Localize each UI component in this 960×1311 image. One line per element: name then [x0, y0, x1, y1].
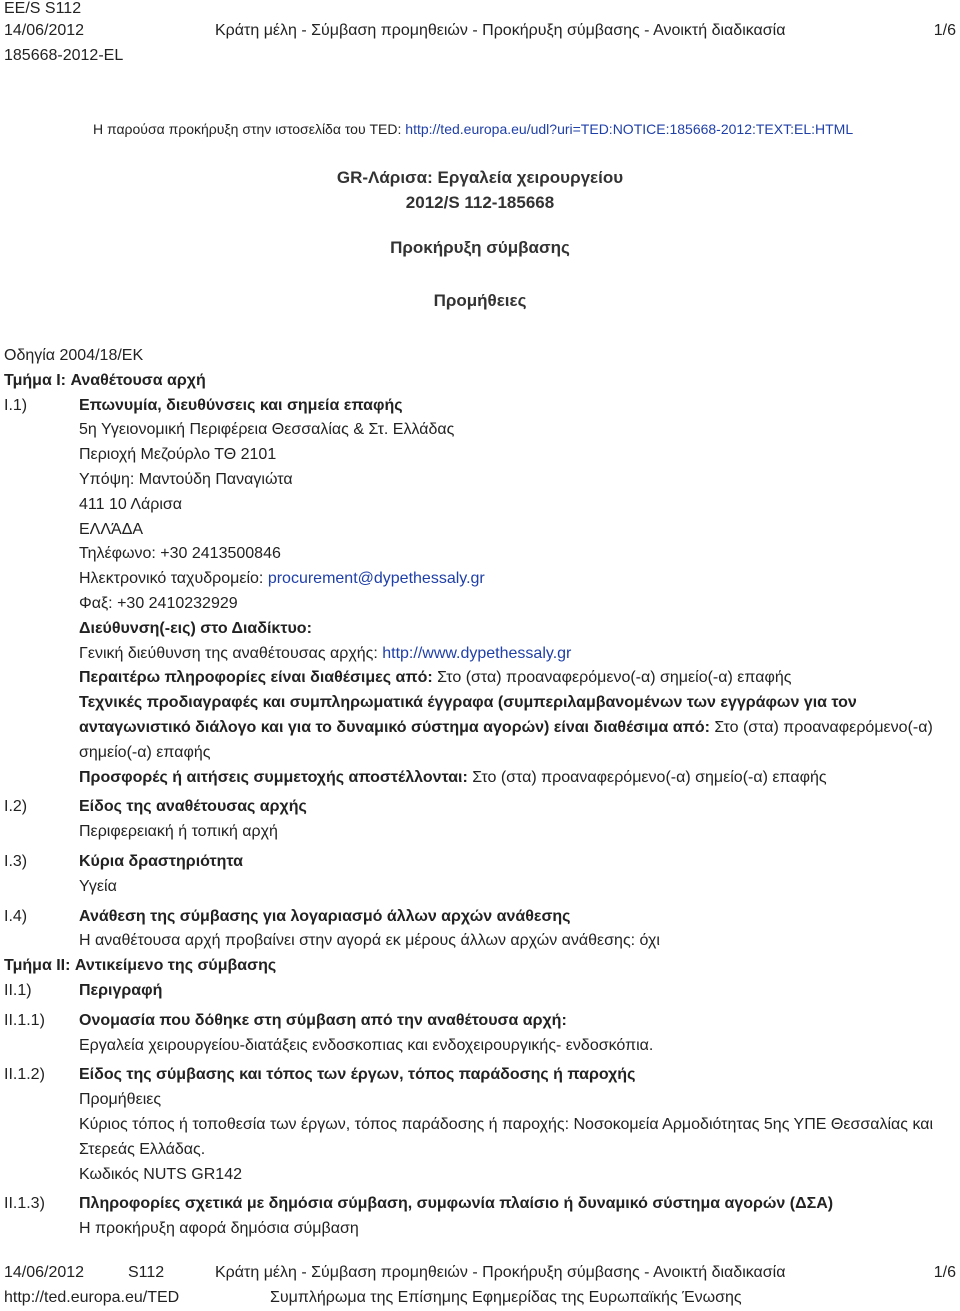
footer-supplement: Συμπλήρωμα της Επίσημης Εφημερίδας της Ευρωπαϊκής Ένωσης [270, 1289, 742, 1306]
offers-label: Προσφορές ή αιτήσεις συμμετοχής αποστέλλονται: [79, 768, 468, 786]
item-ii12-location: Κύριος τόπος ή τοποθεσία των έργων, τόπος παράδοσης ή παροχής: Νοσοκομεία Αρμοδιότητας 5ης ΥΠΕ Θεσσαλίας και Στερεάς Ελλάδας. [79, 1115, 934, 1158]
ted-notice-prefix: Η παρούσα προκήρυξη στην ιστοσελίδα του TED: [93, 121, 406, 137]
item-i4 [4, 905, 956, 955]
header-ref: 185668-2012-EL [4, 47, 124, 64]
item-i4-text: Η αναθέτουσα αρχή προβαίνει στην αγορά εκ μέρους άλλων αρχών ανάθεσης: όχι [79, 932, 660, 950]
item-ii12 [4, 1063, 956, 1187]
item-ii1-title: Περιγραφή [79, 981, 163, 999]
item-ii12-title: Είδος της σύμβασης και τόπος των έργων, τόπος παράδοσης ή παροχής [79, 1066, 636, 1084]
specifications-label: Τεχνικές προδιαγραφές και συμπληρωματικά έγγραφα (συμπεριλαμβανομένων των εγγράφων για τον ανταγωνιστικό διάλογο και για το δυναμικό σύστημα αγορών) είναι διαθέσιμα από: [79, 694, 857, 736]
contract-type: Προμήθειες [433, 291, 527, 310]
item-i2-title: Είδος της αναθέτουσας αρχής [79, 798, 307, 816]
email-label: Ηλεκτρονικό ταχυδρομείο: [79, 570, 268, 588]
header-date: 14/06/2012 [4, 22, 85, 39]
header-page: 1/6 [933, 22, 956, 39]
footer-date: 14/06/2012 [4, 1264, 85, 1281]
item-ii13 [4, 1192, 956, 1242]
footer-title: Κράτη μέλη - Σύμβαση προμηθειών - Προκήρυξη σύμβασης - Ανοικτή διαδικασία [215, 1264, 786, 1281]
specifications-line [79, 691, 956, 765]
address-line: 411 10 Λάρισα [79, 495, 183, 513]
general-address-line [79, 642, 956, 667]
item-ii13-text: Η προκήρυξη αφορά δημόσια σύμβαση [79, 1220, 359, 1238]
email-link: procurement@dypethessaly.gr [267, 570, 485, 588]
item-ii12-type: Προμήθειες [79, 1091, 162, 1109]
notice-body [4, 344, 956, 1242]
item-i3-title: Κύρια δραστηριότητα [79, 852, 243, 870]
item-ii13-title: Πληροφορίες σχετικά με δημόσια σύμβαση, συμφωνία πλαίσιο ή δυναμικό σύστημα αγορών (ΔΣΑ) [79, 1195, 834, 1213]
footer-series: S112 [128, 1264, 165, 1281]
email-line [79, 567, 956, 592]
item-i3-text: Υγεία [79, 877, 117, 895]
further-info-value: Στο (στα) προαναφερόμενο(-α) σημείο(-α) επαφής [432, 669, 792, 687]
item-i4-number: I.4) [4, 907, 28, 925]
footer-url: http://ted.europa.eu/TED [4, 1289, 180, 1306]
item-ii11-text: Εργαλεία χειρουργείου-διατάξεις ενδοσκοπιας και ενδοχειρουργικής- ενδοσκόπια. [79, 1036, 654, 1054]
item-i1-number: I.1) [4, 396, 28, 414]
offers-line [79, 766, 956, 791]
address-line: 5η Υγειονομική Περιφέρεια Θεσσαλίας & Στ. Ελλάδας [79, 421, 455, 439]
item-ii12-nuts: Κωδικός NUTS GR142 [79, 1165, 242, 1183]
general-address-label: Γενική διεύθυνση της αναθέτουσας αρχής: [79, 644, 383, 662]
header-code: EE/S S112 [4, 0, 82, 17]
item-ii11-number: II.1.1) [4, 1011, 45, 1029]
item-i2-text: Περιφερειακή ή τοπική αρχή [79, 823, 278, 841]
item-ii11-title: Ονομασία που δόθηκε στη σύμβαση από την αναθέτουσα αρχή: [79, 1011, 567, 1029]
address-line: ΕΛΛΆΔΑ [79, 520, 144, 538]
item-i4-title: Ανάθεση της σύμβασης για λογαριασμό άλλων αρχών ανάθεσης [79, 907, 571, 925]
item-ii1 [4, 979, 956, 1004]
general-address-link: http://www.dypethessaly.gr [382, 644, 572, 662]
item-i3 [4, 850, 956, 900]
item-i1 [4, 394, 956, 791]
notice-type: Προκήρυξη σύμβασης [390, 238, 570, 257]
fax-line: Φαξ: +30 2410232929 [79, 594, 238, 612]
notice-title: GR-Λάρισα: Εργαλεία χειρουργείου [336, 168, 624, 187]
item-ii11 [4, 1009, 956, 1059]
specifications-value: Στο (στα) προαναφερόμενο(-α) σημείο(-α) επαφής [79, 718, 933, 761]
item-i2 [4, 795, 956, 845]
page-footer [0, 1264, 960, 1311]
page-header [0, 0, 960, 70]
header-title: Κράτη μέλη - Σύμβαση προμηθειών - Προκήρυξη σύμβασης - Ανοικτή διαδικασία [215, 22, 786, 39]
notice-number: 2012/S 112-185668 [405, 193, 555, 212]
item-i2-number: I.2) [4, 798, 28, 816]
further-info-line [79, 666, 956, 691]
section-1-title: Τμήμα I: Αναθέτουσα αρχή [4, 371, 206, 389]
item-ii13-number: II.1.3) [4, 1195, 45, 1213]
directive: Οδηγία 2004/18/ΕΚ [4, 347, 144, 364]
address-line: Υπόψη: Μαντούδη Παναγιώτα [79, 470, 293, 488]
item-i1-title: Επωνυμία, διευθύνσεις και σημεία επαφής [79, 396, 403, 414]
section-2-title: Τμήμα II: Αντικείμενο της σύμβασης [4, 957, 277, 975]
item-ii12-number: II.1.2) [4, 1066, 45, 1084]
address-line: Περιοχή Μεζούρλο ΤΘ 2101 [79, 446, 277, 464]
offers-value: Στο (στα) προαναφερόμενο(-α) σημείο(-α) επαφής [467, 768, 827, 786]
address-line: Τηλέφωνο: +30 2413500846 [79, 545, 281, 563]
item-i3-number: I.3) [4, 852, 28, 870]
item-ii1-number: II.1) [4, 981, 32, 999]
ted-notice-link: http://ted.europa.eu/udl?uri=TED:NOTICE:185668-2012:TEXT:EL:HTML [405, 121, 854, 137]
footer-page: 1/6 [933, 1264, 956, 1281]
further-info-label: Περαιτέρω πληροφορίες είναι διαθέσιμες από: [79, 669, 433, 687]
internet-addresses-title: Διεύθυνση(-εις) στο Διαδίκτυο: [79, 619, 312, 637]
ted-notice-line [93, 121, 853, 137]
